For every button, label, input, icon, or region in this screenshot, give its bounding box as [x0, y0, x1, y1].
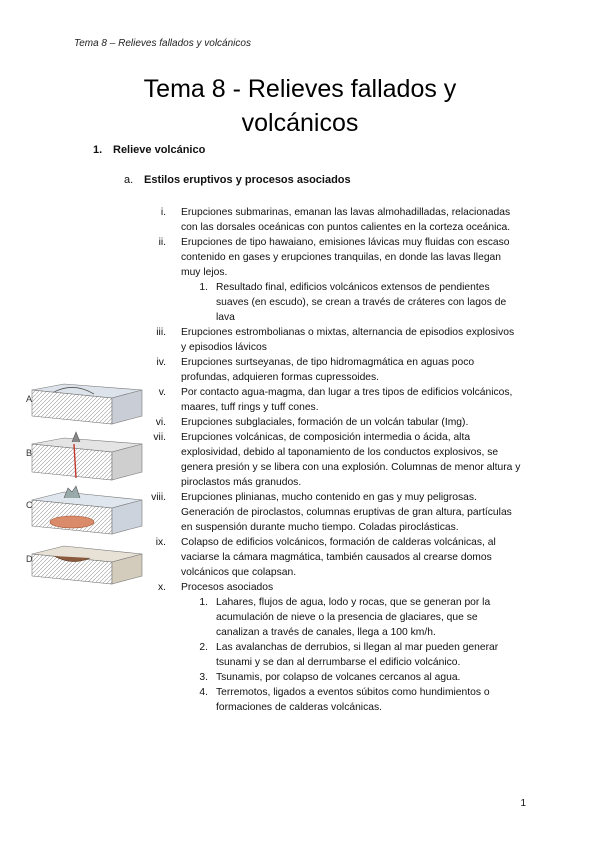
sub-list-item-number: 3. — [199, 672, 208, 683]
list-item-text: Erupciones plinianas, mucho contenido en gas y muy peligrosas. Generación de piroclastos, columnas eruptivas de gran altura, partículas en suspensión durante mucho tiempo. Coladas piroclásticas. — [181, 492, 512, 533]
eruptive-styles-list — [0, 205, 600, 715]
list-item — [0, 535, 600, 580]
figure-label-a: A — [26, 394, 33, 404]
list-item-number: ix. — [155, 537, 166, 548]
list-item-text: Erupciones submarinas, emanan las lavas almohadilladas, relacionadas con las dorsales oceánicas con puntos calientes en la corteza oceánica. — [181, 207, 511, 233]
list-item — [0, 235, 600, 280]
list-item-text: Erupciones de tipo hawaiano, emisiones lávicas muy fluidas con escaso contenido en gases y erupciones tranquilas, en donde las lavas llegan muy lejos. — [181, 237, 510, 278]
sub-list-item-text: Lahares, flujos de agua, lodo y rocas, que se generan por la acumulación de nieve o la presencia de glaciares, que se canalizan a través de canales, llega a 100 km/h. — [216, 597, 491, 638]
list-item-number: ii. — [158, 237, 166, 248]
list-item-text: Erupciones estrombolianas o mixtas, alternancia de episodios explosivos y episodios lávicos — [181, 327, 515, 353]
list-item-number: vii. — [153, 432, 166, 443]
section-number: 1. — [93, 144, 103, 156]
sub-list-item — [0, 280, 600, 325]
list-item-number: iii. — [156, 327, 166, 338]
list-item-number: x. — [157, 582, 166, 593]
list-item — [0, 205, 600, 235]
list-item-number: v. — [158, 387, 166, 398]
sub-list-item — [0, 640, 600, 670]
sub-list-item-text: Las avalanchas de derrubios, si llegan al mar pueden generar tsunami y se dan al derrumbarse el edificio volcánico. — [216, 642, 499, 668]
figure-label-b: B — [26, 448, 33, 458]
list-item-text: Erupciones volcánicas, de composición intermedia o ácida, alta explosividad, debido al taponamiento de los conductos explosivos, se genera presión y se libera con una explosión. Columnas de menor altura y piroclastos más granudos. — [181, 432, 521, 488]
sub-list-item-number: 4. — [199, 687, 208, 698]
sub-list-item — [0, 595, 600, 640]
sub-list-item — [0, 670, 600, 685]
subsection-label: Estilos eruptivos y procesos asociados — [144, 174, 351, 186]
section-label: Relieve volcánico — [113, 144, 206, 156]
list-item-number: iv. — [156, 357, 166, 368]
sub-list-item-text: Resultado final, edificios volcánicos extensos de pendientes suaves (en escudo), se crean a través de cráteres con lagos de lava — [216, 282, 507, 323]
list-item-text: Erupciones subglaciales, formación de un volcán tabular (Img). — [181, 417, 469, 428]
sub-list-item-text: Terremotos, ligados a eventos súbitos como hundimientos o formaciones de calderas volcánicas. — [216, 687, 490, 713]
list-item — [0, 385, 600, 415]
subsection-heading — [124, 174, 351, 186]
list-item-text: Procesos asociados — [181, 582, 274, 593]
list-item-text: Colapso de edificios volcánicos, formación de calderas volcánicas, al vaciarse la cámara magmática, también causados al crearse domos volcánicos que colapsan. — [181, 537, 496, 578]
sub-list-item-text: Tsunamis, por colapso de volcanes cercanos al agua. — [216, 672, 461, 683]
page-header: Tema 8 – Relieves fallados y volcánicos — [74, 38, 251, 49]
list-item — [0, 490, 600, 535]
list-item-text: Erupciones surtseyanas, de tipo hidromagmática en aguas poco profundas, adquieren formas cupressoides. — [181, 357, 475, 383]
list-item — [0, 355, 600, 385]
sub-list-item-number: 2. — [199, 642, 208, 653]
figure-label-c: C — [26, 500, 33, 510]
page-title — [70, 72, 530, 140]
sub-list-item-number: 1. — [199, 597, 208, 608]
list-item — [0, 325, 600, 355]
list-item — [0, 415, 600, 430]
sub-list-item — [0, 685, 600, 715]
section-heading — [93, 144, 205, 156]
list-item-number: i. — [160, 207, 166, 218]
title-line-2: volcánicos — [241, 109, 359, 137]
list-item-number: viii. — [151, 492, 166, 503]
page-number: 1 — [520, 798, 526, 809]
list-item-text: Por contacto agua-magma, dan lugar a tres tipos de edificios volcánicos, maares, tuff rings y tuff cones. — [181, 387, 513, 413]
list-item — [0, 580, 600, 595]
figure-label-d: D — [26, 554, 33, 564]
title-line-1: Tema 8 - Relieves fallados y — [143, 75, 457, 103]
list-item — [0, 430, 600, 490]
list-item-number: vi. — [155, 417, 166, 428]
subsection-number: a. — [124, 174, 134, 186]
sub-list-item-number: 1. — [199, 282, 208, 293]
